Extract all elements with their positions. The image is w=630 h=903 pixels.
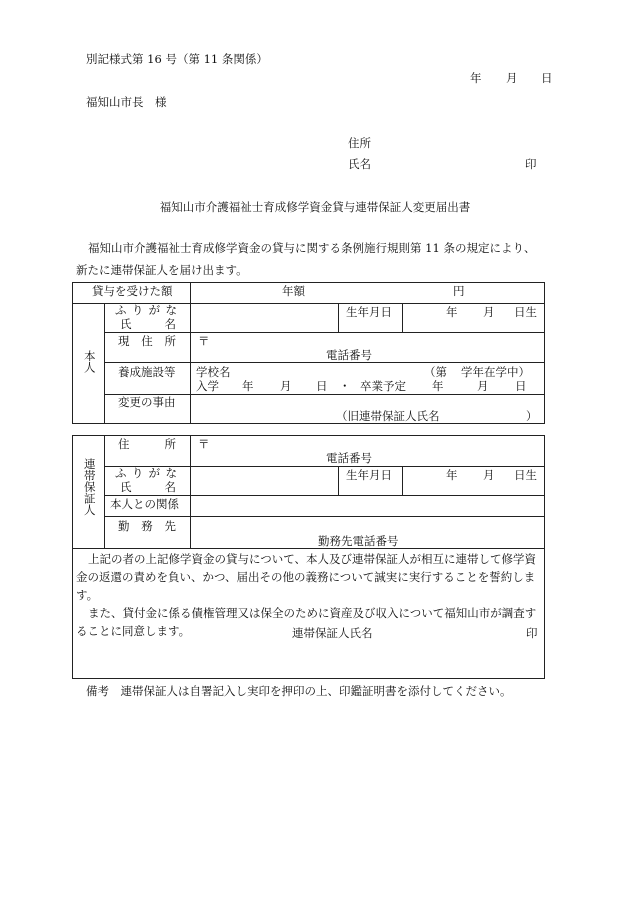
old-guarantor-close: ）	[526, 409, 538, 423]
applicant-name-label: 氏名	[348, 157, 371, 171]
applicant-name-label: 氏名	[120, 317, 176, 331]
date-year-label: 年	[470, 71, 482, 85]
grad-day: 日	[515, 379, 527, 393]
guarantor-birth-label: 生年月日	[346, 468, 392, 482]
intro-line-2: 新たに連帯保証人を届け出ます。	[76, 263, 248, 277]
school-row-label: 養成施設等	[118, 365, 176, 379]
applicant-birth-month: 月	[483, 305, 495, 319]
pledge-text: 上記の者の上記修学資金の貸与について、本人及び連帯保証人が相互に連帯して修学資金の返還の責めを負い、かつ、届出その他の義務について誠実に実行することを誓約します。	[76, 552, 537, 602]
grad-month: 月	[477, 379, 489, 393]
applicant-seal: 印	[525, 157, 537, 171]
guarantor-seal: 印	[526, 626, 538, 640]
applicant-birth-suffix: 日生	[514, 305, 537, 319]
graduate-label: 卒業予定	[360, 379, 406, 393]
school-name-label: 学校名	[196, 365, 231, 379]
current-address-label: 現住所	[118, 334, 176, 348]
yen-unit: 円	[453, 284, 465, 298]
guarantor-birth-year: 年	[446, 468, 458, 482]
guarantor-phone-label: 電話番号	[326, 451, 372, 465]
guarantor-postal-mark: 〒	[198, 437, 210, 451]
section-label-applicant: 本人	[82, 350, 97, 373]
intro-line-1: 福知山市介護福祉士育成修学資金の貸与に関する条例施行規則第 11 条の規定により、	[88, 241, 536, 255]
separator-dot: ・	[339, 379, 351, 393]
old-guarantor-open: （旧連帯保証人氏名	[336, 409, 440, 423]
guarantor-furigana-label: ふりがな	[115, 466, 177, 480]
consent-text: また、貸付金に係る債権管理又は保全のために資産及び収入について福知山市が調査することに同意します。	[76, 606, 537, 638]
enroll-label: 入学	[196, 379, 219, 393]
grade-close: 学年在学中）	[461, 365, 530, 379]
guarantor-name-label: 氏名	[120, 480, 176, 494]
date-day-label: 日	[541, 71, 553, 85]
relation-label: 本人との関係	[110, 497, 179, 511]
remarks-note: 備考 連帯保証人は自署記入し実印を押印の上、印鑑証明書を添付してください。	[86, 684, 512, 698]
enroll-year: 年	[242, 379, 254, 393]
applicant-birth-year: 年	[446, 305, 458, 319]
work-phone-label: 勤務先電話番号	[318, 534, 399, 548]
guarantor-signature-label: 連帯保証人氏名	[292, 626, 373, 640]
change-reason-label: 変更の事由	[118, 395, 176, 409]
postal-mark: 〒	[198, 334, 210, 348]
workplace-label: 勤務先	[118, 519, 176, 533]
addressee: 福知山市長 様	[86, 95, 167, 109]
applicant-birth-label: 生年月日	[346, 305, 392, 319]
section-label-guarantor: 連帯保証人	[82, 458, 97, 516]
grade-open: （第	[424, 365, 447, 379]
applicant-address-label: 住所	[348, 136, 371, 150]
enroll-month: 月	[280, 379, 292, 393]
enroll-day: 日	[316, 379, 328, 393]
guarantor-address-label: 住所	[118, 437, 176, 451]
loan-amount-label: 貸与を受けた額	[92, 284, 173, 298]
guarantor-birth-suffix: 日生	[514, 468, 537, 482]
phone-label: 電話番号	[326, 348, 372, 362]
guarantor-birth-month: 月	[483, 468, 495, 482]
form-number: 別記様式第 16 号（第 11 条関係）	[86, 52, 268, 66]
document-title: 福知山市介護福祉士育成修学資金貸与連帯保証人変更届出書	[159, 200, 471, 214]
date-month-label: 月	[506, 71, 518, 85]
applicant-furigana-label: ふりがな	[115, 303, 177, 317]
annual-amount-label: 年額	[282, 284, 305, 298]
grad-year: 年	[432, 379, 444, 393]
